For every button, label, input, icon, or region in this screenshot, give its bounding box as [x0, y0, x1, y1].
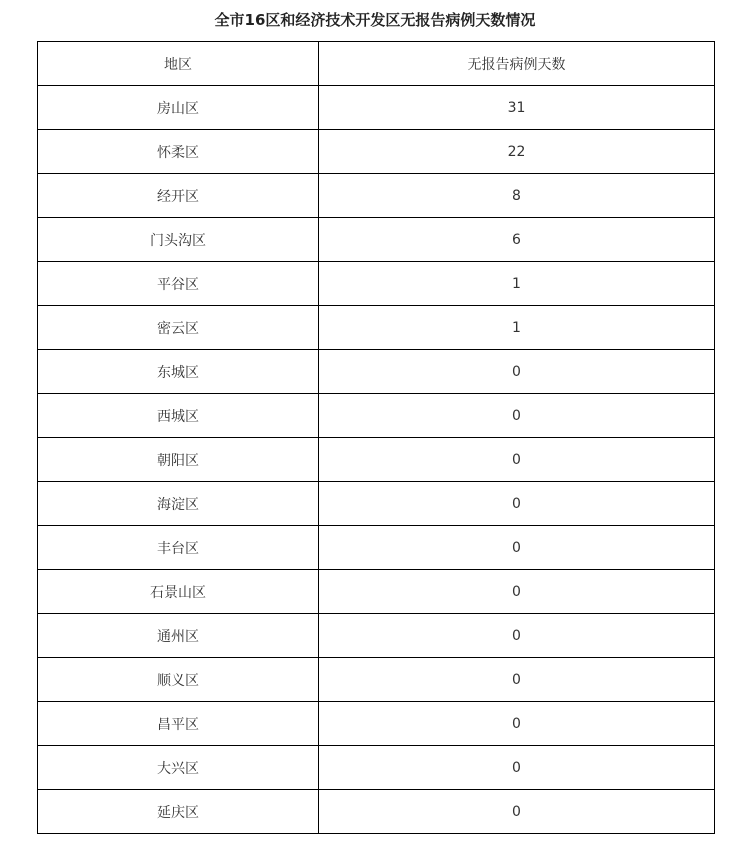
table-row: [38, 526, 715, 570]
days-cell: 0: [319, 394, 715, 438]
days-cell: 0: [319, 438, 715, 482]
table-row: [38, 702, 715, 746]
region-cell: 丰台区: [38, 526, 319, 570]
region-cell: 平谷区: [38, 262, 319, 306]
days-cell: 0: [319, 658, 715, 702]
days-cell: 1: [319, 306, 715, 350]
table-row: [38, 658, 715, 702]
days-cell: 0: [319, 790, 715, 834]
table-row: [38, 350, 715, 394]
table-row: [38, 394, 715, 438]
table-row: [38, 174, 715, 218]
region-cell: 房山区: [38, 86, 319, 130]
region-cell: 经开区: [38, 174, 319, 218]
table-row: [38, 746, 715, 790]
days-cell: 8: [319, 174, 715, 218]
days-cell: 0: [319, 526, 715, 570]
region-cell: 西城区: [38, 394, 319, 438]
days-cell: 31: [319, 86, 715, 130]
region-cell: 石景山区: [38, 570, 319, 614]
days-cell: 0: [319, 350, 715, 394]
days-cell: 0: [319, 570, 715, 614]
region-cell: 门头沟区: [38, 218, 319, 262]
table-row: [38, 614, 715, 658]
region-cell: 密云区: [38, 306, 319, 350]
table-row: [38, 130, 715, 174]
table-row: [38, 570, 715, 614]
page-title: 全市16区和经济技术开发区无报告病例天数情况: [214, 11, 536, 29]
table-row: [38, 306, 715, 350]
days-cell: 0: [319, 482, 715, 526]
days-cell: 6: [319, 218, 715, 262]
days-cell: 0: [319, 746, 715, 790]
table-row: [38, 482, 715, 526]
region-cell: 大兴区: [38, 746, 319, 790]
region-cell: 顺义区: [38, 658, 319, 702]
days-cell: 1: [319, 262, 715, 306]
days-cell: 22: [319, 130, 715, 174]
table-row: [38, 86, 715, 130]
table-header-row: [38, 42, 715, 86]
region-cell: 朝阳区: [38, 438, 319, 482]
header-days: 无报告病例天数: [319, 42, 715, 86]
region-cell: 通州区: [38, 614, 319, 658]
header-region: 地区: [38, 42, 319, 86]
days-cell: 0: [319, 702, 715, 746]
region-cell: 怀柔区: [38, 130, 319, 174]
region-cell: 延庆区: [38, 790, 319, 834]
days-cell: 0: [319, 614, 715, 658]
table-row: [38, 438, 715, 482]
region-cell: 昌平区: [38, 702, 319, 746]
table-row: [38, 790, 715, 834]
table-row: [38, 262, 715, 306]
table-row: [38, 218, 715, 262]
region-cell: 东城区: [38, 350, 319, 394]
no-case-days-table: [37, 41, 715, 834]
region-cell: 海淀区: [38, 482, 319, 526]
